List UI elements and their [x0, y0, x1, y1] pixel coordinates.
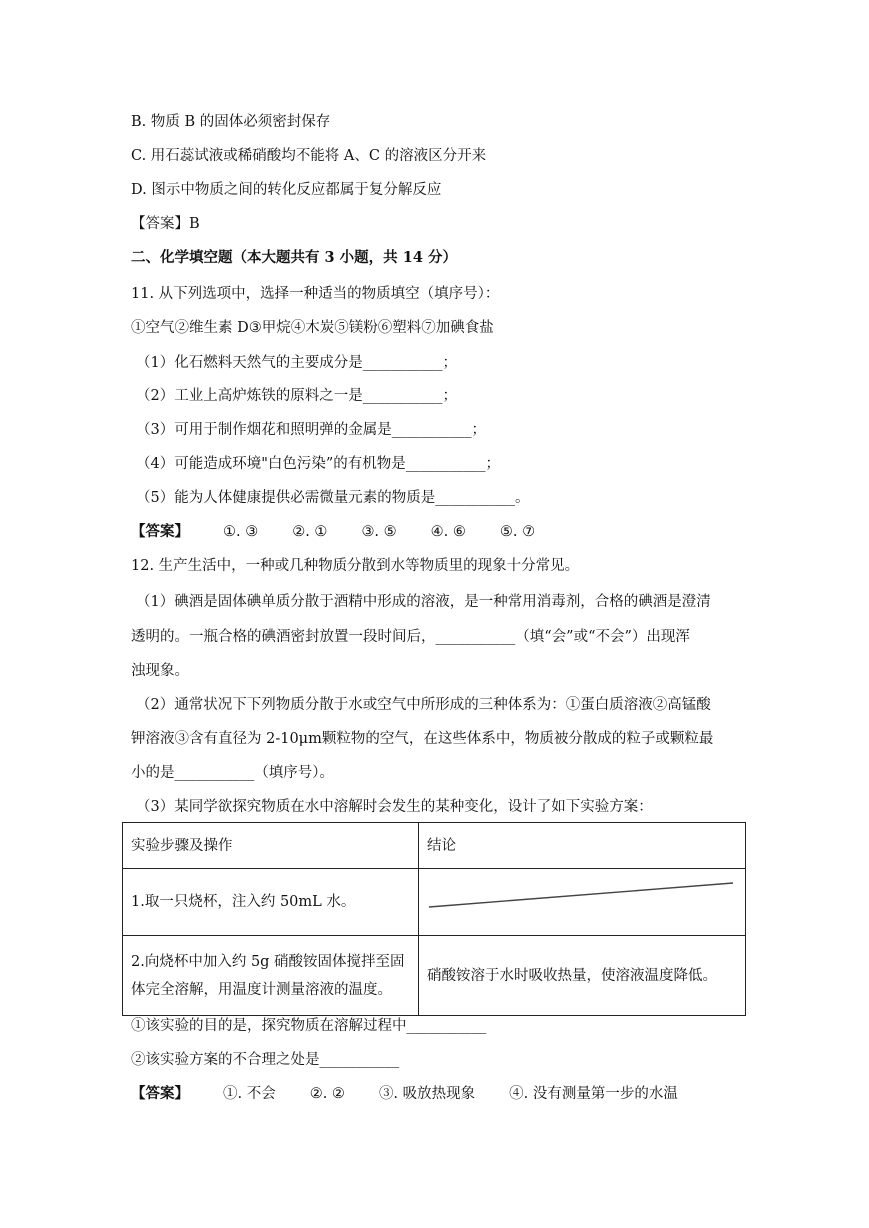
q12-p2-line2: 钾溶液③含有直径为 2-10μm颗粒物的空气，在这些体系中，物质被分散成的粒子或颗粒最	[131, 731, 714, 747]
table-step-1: 1.取一只烧杯，注入约 50mL 水。	[123, 869, 419, 936]
q11-answer-2: ②. ①	[292, 524, 328, 540]
table-step-2-line1: 2.向烧杯中加入约 5g 硝酸铵固体搅拌至固	[131, 953, 405, 970]
table-header-step: 实验步骤及操作	[123, 823, 419, 869]
answer-10: 【答案】B	[131, 216, 200, 232]
q12-question-a: ①该实验的目的是，探究物质在溶解过程中___________	[131, 1018, 487, 1034]
q12-stem: 12. 生产生活中，一种或几种物质分散到水等物质里的现象十分常见。	[131, 558, 580, 574]
table-row	[123, 869, 746, 936]
option-c: C. 用石蕊试液或稀硝酸均不能将 A、C 的溶液区分开来	[131, 148, 487, 164]
q11-answer-1: ①. ③	[223, 524, 259, 540]
q11-answer	[131, 522, 569, 542]
q11-options: ①空气②维生素 D③甲烷④木炭⑤镁粉⑥塑料⑦加碘食盐	[131, 320, 494, 336]
table-step-2-line2: 体完全溶解，用温度计测量溶液的温度。	[131, 981, 392, 998]
option-b: B. 物质 B 的固体必须密封保存	[131, 114, 331, 130]
table-row	[123, 936, 746, 1016]
answer-label: 【答案】	[131, 1085, 189, 1102]
q12-answer	[131, 1084, 712, 1104]
section-title: 二、化学填空题（本大题共有 3 小题，共 14 分）	[131, 249, 457, 266]
q11-sub-4: （4）可能造成环境"白色污染”的有机物是___________；	[136, 456, 501, 472]
q12-p2-line3: 小的是___________（填序号）。	[131, 765, 334, 781]
table-row	[123, 823, 746, 869]
q12-answer-1: ①. 不会	[223, 1086, 276, 1102]
table-header-conclusion: 结论	[419, 823, 746, 869]
q11-sub-5: （5）能为人体健康提供必需微量元素的物质是___________。	[136, 490, 530, 506]
q12-answer-4: ④. 没有测量第一步的水温	[509, 1086, 678, 1102]
q11-sub-1: （1）化石燃料天然气的主要成分是___________；	[136, 355, 457, 371]
option-d: D. 图示中物质之间的转化反应都属于复分解反应	[131, 182, 442, 198]
q11-stem: 11. 从下列选项中，选择一种适当的物质填空（填序号）：	[131, 286, 500, 302]
q12-question-b: ②该实验方案的不合理之处是___________	[131, 1052, 400, 1068]
table-conclusion-2: 硝酸铵溶于水时吸收热量，使溶液温度降低。	[419, 936, 746, 1016]
q12-p2-line1: （2）通常状况下下列物质分散于水或空气中所形成的三种体系为：①蛋白质溶液②高锰酸	[136, 697, 711, 713]
q12-p1-line1: （1）碘酒是固体碘单质分散于酒精中形成的溶液，是一种常用消毒剂，合格的碘酒是澄清	[136, 594, 711, 610]
q12-answer-2: ②. ②	[309, 1086, 345, 1102]
q11-answer-5: ⑤. ⑦	[499, 524, 536, 540]
experiment-table	[122, 822, 746, 1016]
strike-line	[427, 869, 737, 925]
table-conclusion-1	[419, 869, 746, 936]
strike-line-stroke	[429, 883, 733, 907]
q11-sub-3: （3）可用于制作烟花和照明弹的金属是___________；	[136, 422, 486, 438]
q12-p1-line2: 透明的。一瓶合格的碘酒密封放置一段时间后，___________（填“会”或“不会”）出现浑	[131, 629, 690, 645]
q11-answer-3: ③. ⑤	[361, 524, 397, 540]
q12-p1-line3: 浊现象。	[131, 663, 189, 679]
q12-p3: （3）某同学欲探究物质在水中溶解时会发生的某种变化，设计了如下实验方案：	[136, 799, 653, 815]
q12-answer-3: ③. 吸放热现象	[378, 1086, 476, 1102]
answer-label: 【答案】	[131, 523, 189, 540]
q11-answer-4: ④. ⑥	[430, 524, 466, 540]
table-step-2	[123, 936, 419, 1016]
q11-sub-2: （2）工业上高炉炼铁的原料之一是___________；	[136, 388, 457, 404]
